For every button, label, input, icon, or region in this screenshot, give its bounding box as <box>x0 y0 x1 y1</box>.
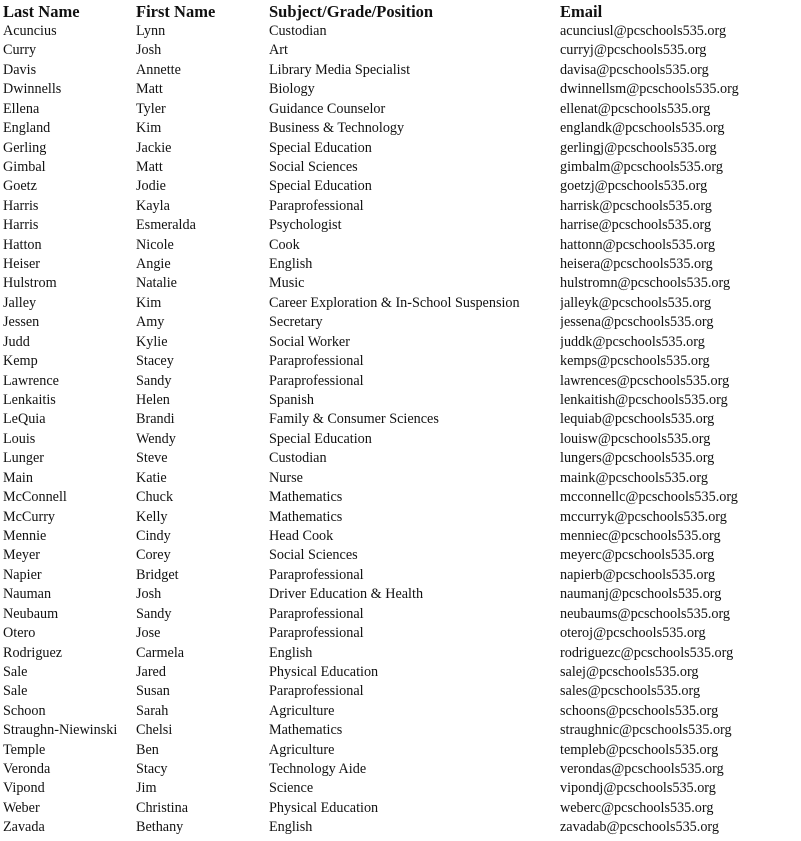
table-row <box>3 779 793 798</box>
table-row <box>3 333 793 352</box>
cell-first-name: Esmeralda <box>136 217 196 234</box>
cell-first-name: Kim <box>136 120 162 137</box>
cell-first-name: Jim <box>136 780 157 797</box>
table-row <box>3 177 793 196</box>
cell-email[interactable]: napierb@pcschools535.org <box>560 566 716 583</box>
cell-subject: Agriculture <box>269 702 335 719</box>
cell-first-name: Christina <box>136 799 189 816</box>
cell-last-name: Ellena <box>3 100 40 117</box>
cell-subject: Art <box>269 42 288 59</box>
cell-subject: Special Education <box>269 139 372 156</box>
cell-first-name: Kelly <box>136 508 168 525</box>
cell-first-name: Jose <box>136 625 161 642</box>
table-row <box>3 663 793 682</box>
table-row <box>3 605 793 624</box>
cell-subject: Special Education <box>269 430 372 447</box>
cell-first-name: Brandi <box>136 411 175 428</box>
table-row <box>3 585 793 604</box>
cell-email[interactable]: lenkaitish@pcschools535.org <box>560 392 728 409</box>
cell-last-name: Temple <box>3 741 46 758</box>
cell-email[interactable]: salej@pcschools535.org <box>560 663 699 680</box>
cell-last-name: Curry <box>3 42 37 59</box>
table-row <box>3 741 793 760</box>
cell-subject: Physical Education <box>269 663 379 680</box>
cell-email[interactable]: gimbalm@pcschools535.org <box>560 158 723 175</box>
cell-first-name: Sarah <box>136 702 169 719</box>
cell-last-name: Heiser <box>3 256 41 273</box>
table-row <box>3 61 793 80</box>
cell-email[interactable]: acunciusl@pcschools535.org <box>560 23 727 39</box>
table-row <box>3 702 793 721</box>
cell-subject: Mathematics <box>269 508 343 525</box>
cell-subject: Social Sciences <box>269 547 358 564</box>
cell-first-name: Sandy <box>136 372 172 389</box>
header-subject: Subject/Grade/Position <box>269 2 434 21</box>
cell-email[interactable]: ellenat@pcschools535.org <box>560 100 711 117</box>
cell-subject: Driver Education & Health <box>269 586 424 603</box>
cell-email[interactable]: juddk@pcschools535.org <box>560 333 705 350</box>
cell-first-name: Lynn <box>136 23 166 39</box>
cell-last-name: Main <box>3 469 33 486</box>
cell-first-name: Josh <box>136 42 162 59</box>
cell-last-name: England <box>3 120 51 137</box>
cell-subject: Cook <box>269 236 300 253</box>
table-row <box>3 469 793 488</box>
table-row <box>3 119 793 138</box>
cell-last-name: Meyer <box>3 547 41 564</box>
cell-email[interactable]: englandk@pcschools535.org <box>560 120 725 137</box>
cell-email[interactable]: harrise@pcschools535.org <box>560 217 712 234</box>
cell-subject: Paraprofessional <box>269 372 364 389</box>
cell-subject: English <box>269 644 313 661</box>
cell-first-name: Chelsi <box>136 722 173 739</box>
cell-email[interactable]: rodriguezc@pcschools535.org <box>560 644 734 661</box>
cell-email[interactable]: louisw@pcschools535.org <box>560 430 711 447</box>
cell-last-name: Jalley <box>3 294 37 311</box>
cell-last-name: Straughn-Niewinski <box>3 722 118 739</box>
cell-email[interactable]: gerlingj@pcschools535.org <box>560 139 717 156</box>
cell-email[interactable]: mccurryk@pcschools535.org <box>560 508 727 525</box>
cell-subject: Career Exploration & In-School Suspension <box>269 294 520 311</box>
cell-subject: Spanish <box>269 392 314 409</box>
cell-first-name: Nicole <box>136 236 174 253</box>
table-row <box>3 139 793 158</box>
table-row <box>3 216 793 235</box>
cell-first-name: Kylie <box>136 333 168 350</box>
cell-first-name: Kayla <box>136 197 170 214</box>
cell-first-name: Jodie <box>136 178 166 195</box>
cell-email[interactable]: neubaums@pcschools535.org <box>560 605 731 622</box>
cell-subject: Nurse <box>269 469 303 486</box>
table-row <box>3 799 793 818</box>
cell-first-name: Corey <box>136 547 171 564</box>
cell-first-name: Ben <box>136 741 159 758</box>
table-row <box>3 488 793 507</box>
cell-last-name: McCurry <box>3 508 56 525</box>
cell-last-name: Lenkaitis <box>3 392 56 409</box>
header-email: Email <box>560 2 603 21</box>
table-row <box>3 197 793 216</box>
table-row <box>3 158 793 177</box>
cell-subject: Business & Technology <box>269 120 405 137</box>
cell-last-name: Mennie <box>3 527 47 544</box>
table-row <box>3 22 793 41</box>
cell-subject: Social Worker <box>269 333 350 350</box>
cell-subject: Science <box>269 780 314 797</box>
table-row <box>3 624 793 643</box>
cell-email[interactable]: weberc@pcschools535.org <box>560 799 714 816</box>
cell-email[interactable]: hattonn@pcschools535.org <box>560 236 716 253</box>
cell-subject: Paraprofessional <box>269 566 364 583</box>
header-first-name: First Name <box>136 2 216 21</box>
cell-last-name: Otero <box>3 625 36 642</box>
cell-first-name: Wendy <box>136 430 176 447</box>
table-row <box>3 294 793 313</box>
cell-email[interactable]: lequiab@pcschools535.org <box>560 411 715 428</box>
cell-last-name: Acuncius <box>3 23 57 39</box>
table-row <box>3 410 793 429</box>
cell-subject: English <box>269 819 313 836</box>
cell-last-name: Rodriguez <box>3 644 63 661</box>
table-row <box>3 391 793 410</box>
cell-email[interactable]: goetzj@pcschools535.org <box>560 178 708 195</box>
cell-first-name: Amy <box>136 314 165 331</box>
cell-last-name: Davis <box>3 61 37 78</box>
cell-email[interactable]: kemps@pcschools535.org <box>560 353 710 370</box>
cell-last-name: Zavada <box>3 819 45 836</box>
cell-subject: Head Cook <box>269 527 334 544</box>
cell-email[interactable]: verondas@pcschools535.org <box>560 761 724 778</box>
cell-first-name: Katie <box>136 469 167 486</box>
cell-last-name: Harris <box>3 197 39 214</box>
cell-email[interactable]: naumanj@pcschools535.org <box>560 586 722 603</box>
cell-first-name: Stacey <box>136 353 174 370</box>
cell-email[interactable]: meyerc@pcschools535.org <box>560 547 715 564</box>
cell-last-name: Lunger <box>3 450 44 467</box>
cell-subject: Mathematics <box>269 489 343 506</box>
cell-last-name: Hatton <box>3 236 42 253</box>
table-row <box>3 372 793 391</box>
cell-email[interactable]: oteroj@pcschools535.org <box>560 625 706 642</box>
cell-first-name: Annette <box>136 61 181 78</box>
table-row <box>3 449 793 468</box>
cell-first-name: Jackie <box>136 139 172 156</box>
cell-first-name: Kim <box>136 294 162 311</box>
cell-first-name: Sandy <box>136 605 172 622</box>
table-row <box>3 430 793 449</box>
cell-email[interactable]: davisa@pcschools535.org <box>560 61 709 78</box>
cell-subject: Paraprofessional <box>269 683 364 700</box>
cell-subject: Biology <box>269 81 315 98</box>
cell-subject: Physical Education <box>269 799 379 816</box>
cell-email[interactable]: harrisk@pcschools535.org <box>560 197 712 214</box>
cell-email[interactable]: lawrences@pcschools535.org <box>560 372 730 389</box>
cell-last-name: Vipond <box>3 780 45 797</box>
table-row <box>3 236 793 255</box>
cell-email[interactable]: lungers@pcschools535.org <box>560 450 715 467</box>
cell-first-name: Bridget <box>136 566 179 583</box>
cell-subject: Family & Consumer Sciences <box>269 411 439 428</box>
cell-first-name: Matt <box>136 158 163 175</box>
header-row <box>3 2 793 22</box>
cell-last-name: Gerling <box>3 139 47 156</box>
cell-first-name: Cindy <box>136 527 171 544</box>
cell-last-name: LeQuia <box>3 411 46 428</box>
table-row <box>3 644 793 663</box>
cell-last-name: Weber <box>3 799 40 816</box>
cell-subject: Social Sciences <box>269 158 358 175</box>
table-row <box>3 566 793 585</box>
cell-subject: Special Education <box>269 178 372 195</box>
cell-last-name: Dwinnells <box>3 81 62 98</box>
cell-email[interactable]: templeb@pcschools535.org <box>560 741 719 758</box>
cell-first-name: Steve <box>136 450 168 467</box>
cell-first-name: Susan <box>136 683 170 700</box>
table-row <box>3 818 793 837</box>
cell-last-name: Lawrence <box>3 372 59 389</box>
table-row <box>3 274 793 293</box>
cell-last-name: McConnell <box>3 489 67 506</box>
cell-email[interactable]: vipondj@pcschools535.org <box>560 780 716 797</box>
cell-last-name: Neubaum <box>3 605 59 622</box>
cell-subject: Psychologist <box>269 217 342 234</box>
cell-first-name: Bethany <box>136 819 184 836</box>
cell-last-name: Veronda <box>3 761 51 778</box>
cell-subject: Agriculture <box>269 741 335 758</box>
cell-first-name: Carmela <box>136 644 185 661</box>
cell-last-name: Napier <box>3 566 42 583</box>
table-row <box>3 80 793 99</box>
cell-last-name: Sale <box>3 663 28 680</box>
cell-first-name: Helen <box>136 392 170 409</box>
cell-email[interactable]: zavadab@pcschools535.org <box>560 819 719 836</box>
cell-email[interactable]: heisera@pcschools535.org <box>560 256 713 273</box>
cell-first-name: Jared <box>136 663 166 680</box>
cell-last-name: Goetz <box>3 178 37 195</box>
cell-last-name: Gimbal <box>3 158 46 175</box>
cell-first-name: Natalie <box>136 275 177 292</box>
cell-first-name: Stacy <box>136 761 168 778</box>
table-row <box>3 100 793 119</box>
cell-last-name: Sale <box>3 683 28 700</box>
cell-last-name: Nauman <box>3 586 52 603</box>
cell-subject: Technology Aide <box>269 761 367 778</box>
cell-subject: Paraprofessional <box>269 625 364 642</box>
cell-last-name: Jessen <box>3 314 40 331</box>
cell-last-name: Harris <box>3 217 39 234</box>
cell-email[interactable]: hulstromn@pcschools535.org <box>560 275 731 292</box>
table-row <box>3 508 793 527</box>
cell-subject: Secretary <box>269 314 323 331</box>
cell-first-name: Matt <box>136 81 163 98</box>
cell-first-name: Angie <box>136 256 171 273</box>
cell-first-name: Chuck <box>136 489 174 506</box>
cell-email[interactable]: jalleyk@pcschools535.org <box>560 294 712 311</box>
cell-email[interactable]: menniec@pcschools535.org <box>560 527 721 544</box>
table-row <box>3 313 793 332</box>
header-last-name: Last Name <box>3 2 80 21</box>
cell-last-name: Schoon <box>3 702 46 719</box>
cell-email[interactable]: curryj@pcschools535.org <box>560 42 707 59</box>
cell-email[interactable]: maink@pcschools535.org <box>560 469 708 486</box>
table-row <box>3 352 793 371</box>
cell-last-name: Kemp <box>3 353 38 370</box>
cell-subject: Paraprofessional <box>269 605 364 622</box>
table-row <box>3 41 793 60</box>
cell-subject: Custodian <box>269 450 327 467</box>
table-row <box>3 255 793 274</box>
cell-subject: Mathematics <box>269 722 343 739</box>
table-row <box>3 546 793 565</box>
staff-list <box>3 22 793 838</box>
cell-subject: Guidance Counselor <box>269 100 386 117</box>
cell-email[interactable]: straughnic@pcschools535.org <box>560 722 732 739</box>
table-row <box>3 527 793 546</box>
cell-subject: Custodian <box>269 23 327 39</box>
cell-email[interactable]: schoons@pcschools535.org <box>560 702 719 719</box>
table-row <box>3 682 793 701</box>
cell-subject: Paraprofessional <box>269 197 364 214</box>
cell-first-name: Tyler <box>136 100 166 117</box>
cell-last-name: Judd <box>3 333 30 350</box>
cell-subject: Library Media Specialist <box>269 61 411 78</box>
cell-email[interactable]: mcconnellc@pcschools535.org <box>560 489 738 506</box>
cell-email[interactable]: dwinnellsm@pcschools535.org <box>560 81 739 98</box>
table-row <box>3 721 793 740</box>
cell-email[interactable]: jessena@pcschools535.org <box>560 314 714 331</box>
cell-last-name: Hulstrom <box>3 275 57 292</box>
cell-subject: English <box>269 256 313 273</box>
cell-first-name: Josh <box>136 586 162 603</box>
table-row <box>3 760 793 779</box>
cell-subject: Music <box>269 275 305 292</box>
staff-directory-table <box>3 2 793 838</box>
cell-last-name: Louis <box>3 430 36 447</box>
cell-subject: Paraprofessional <box>269 353 364 370</box>
cell-email[interactable]: sales@pcschools535.org <box>560 683 701 700</box>
